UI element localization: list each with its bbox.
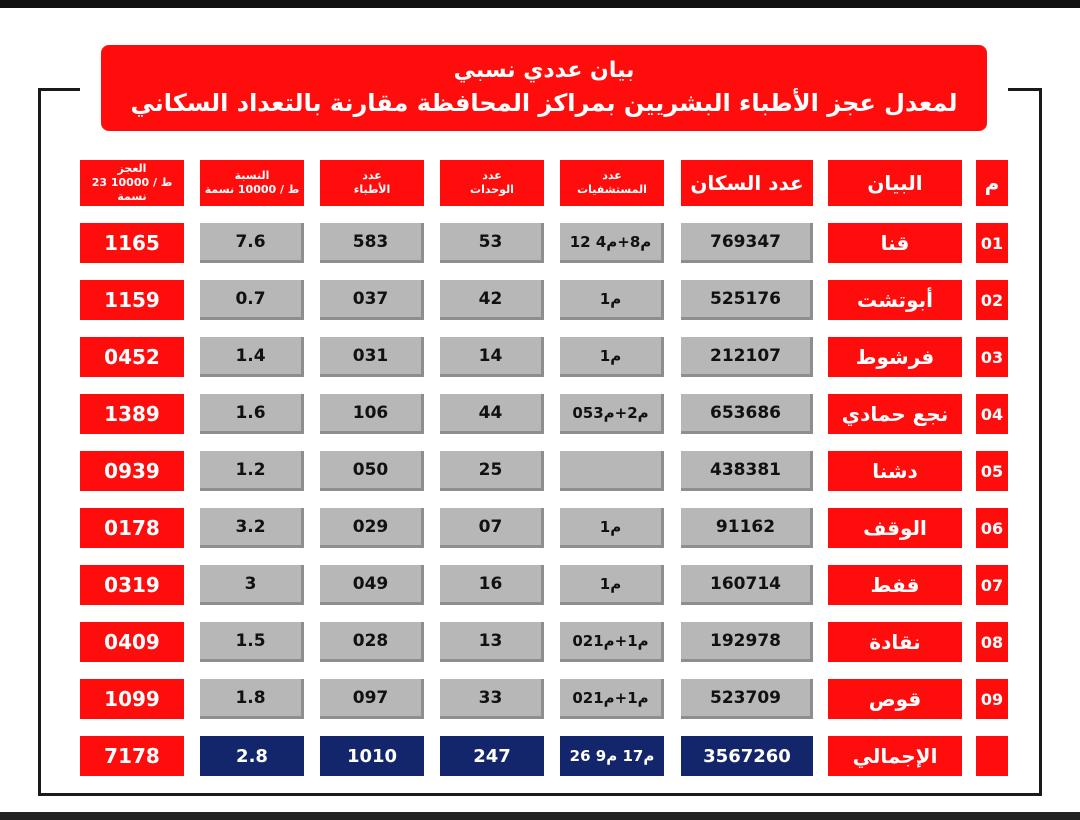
ratio-cell: 3.2 [200, 508, 304, 548]
ratio-cell: 0.7 [200, 280, 304, 320]
population-cell: 91162 [681, 508, 813, 548]
row-number: 09 [976, 679, 1008, 719]
doctors-cell: 583 [320, 223, 424, 263]
doctors-cell: 029 [320, 508, 424, 548]
row-number: 08 [976, 622, 1008, 662]
hospitals-cell: م1 [560, 280, 664, 320]
header-population: عدد السكان [681, 160, 813, 206]
row-number: 04 [976, 394, 1008, 434]
doctors-cell: 037 [320, 280, 424, 320]
total-ratio-cell: 2.8 [200, 736, 304, 776]
units-cell: 14 [440, 337, 544, 377]
doctors-cell: 028 [320, 622, 424, 662]
hospitals-cell: 02م1+م1 [560, 679, 664, 719]
header-units: عدد الوحدات [440, 160, 544, 206]
row-name: قفط [828, 565, 962, 605]
total-population-cell: 3567260 [681, 736, 813, 776]
deficit-cell: 0939 [80, 451, 184, 491]
row-name: قوص [828, 679, 962, 719]
ratio-cell: 1.8 [200, 679, 304, 719]
hospitals-cell: م1 [560, 508, 664, 548]
units-cell: 44 [440, 394, 544, 434]
title-line-1: بيان عددي نسبي [453, 58, 635, 83]
header-deficit: العجز 23 ط / 10000 نسمة [80, 160, 184, 206]
row-number: 05 [976, 451, 1008, 491]
total-hospitals-cell: 26 م17 م9 [560, 736, 664, 776]
row-number: 03 [976, 337, 1008, 377]
header-doctors: عدد الأطباء [320, 160, 424, 206]
hospitals-cell: م1 [560, 565, 664, 605]
top-border [0, 0, 1080, 8]
doctors-cell: 050 [320, 451, 424, 491]
population-cell: 160714 [681, 565, 813, 605]
row-name: دشنا [828, 451, 962, 491]
row-name: أبوتشت [828, 280, 962, 320]
row-name: نجع حمادي [828, 394, 962, 434]
doctors-cell: 097 [320, 679, 424, 719]
bottom-border [0, 812, 1080, 820]
row-number: 06 [976, 508, 1008, 548]
ratio-cell: 1.6 [200, 394, 304, 434]
ratio-cell: 7.6 [200, 223, 304, 263]
deficit-cell: 0178 [80, 508, 184, 548]
population-cell: 212107 [681, 337, 813, 377]
deficit-cell: 0409 [80, 622, 184, 662]
units-cell: 42 [440, 280, 544, 320]
hospitals-cell: 02م1+م1 [560, 622, 664, 662]
deficit-cell: 0452 [80, 337, 184, 377]
population-cell: 769347 [681, 223, 813, 263]
doctors-cell: 106 [320, 394, 424, 434]
population-cell: 523709 [681, 679, 813, 719]
row-number: 01 [976, 223, 1008, 263]
row-name: نقادة [828, 622, 962, 662]
deficit-cell: 0319 [80, 565, 184, 605]
units-cell: 13 [440, 622, 544, 662]
population-cell: 438381 [681, 451, 813, 491]
deficit-cell: 1099 [80, 679, 184, 719]
row-number: 02 [976, 280, 1008, 320]
header-ratio: النسبة ط / 10000 نسمة [200, 160, 304, 206]
title-banner [101, 45, 987, 131]
total-row-name: الإجمالي [828, 736, 962, 776]
row-number: 07 [976, 565, 1008, 605]
doctors-cell: 031 [320, 337, 424, 377]
total-row-number [976, 736, 1008, 776]
deficit-cell: 1165 [80, 223, 184, 263]
header-m: م [976, 160, 1008, 206]
units-cell: 16 [440, 565, 544, 605]
header-bayan: البيان [828, 160, 962, 206]
population-cell: 653686 [681, 394, 813, 434]
hospitals-cell [560, 451, 664, 491]
total-doctors-cell: 1010 [320, 736, 424, 776]
title-line-2: لمعدل عجز الأطباء البشريين بمراكز المحافظة مقارنة بالتعداد السكاني [130, 89, 958, 117]
row-name: فرشوط [828, 337, 962, 377]
total-units-cell: 247 [440, 736, 544, 776]
ratio-cell: 1.4 [200, 337, 304, 377]
header-hospitals: عدد المستشفيات [560, 160, 664, 206]
ratio-cell: 1.2 [200, 451, 304, 491]
units-cell: 53 [440, 223, 544, 263]
row-name: الوقف [828, 508, 962, 548]
ratio-cell: 3 [200, 565, 304, 605]
deficit-cell: 1159 [80, 280, 184, 320]
row-name: قنا [828, 223, 962, 263]
doctors-cell: 049 [320, 565, 424, 605]
population-cell: 525176 [681, 280, 813, 320]
hospitals-cell: 05م2+م3 [560, 394, 664, 434]
population-cell: 192978 [681, 622, 813, 662]
units-cell: 07 [440, 508, 544, 548]
ratio-cell: 1.5 [200, 622, 304, 662]
hospitals-cell: م1 [560, 337, 664, 377]
total-deficit-cell: 7178 [80, 736, 184, 776]
deficit-cell: 1389 [80, 394, 184, 434]
units-cell: 33 [440, 679, 544, 719]
hospitals-cell: 12 م8+م4 [560, 223, 664, 263]
units-cell: 25 [440, 451, 544, 491]
